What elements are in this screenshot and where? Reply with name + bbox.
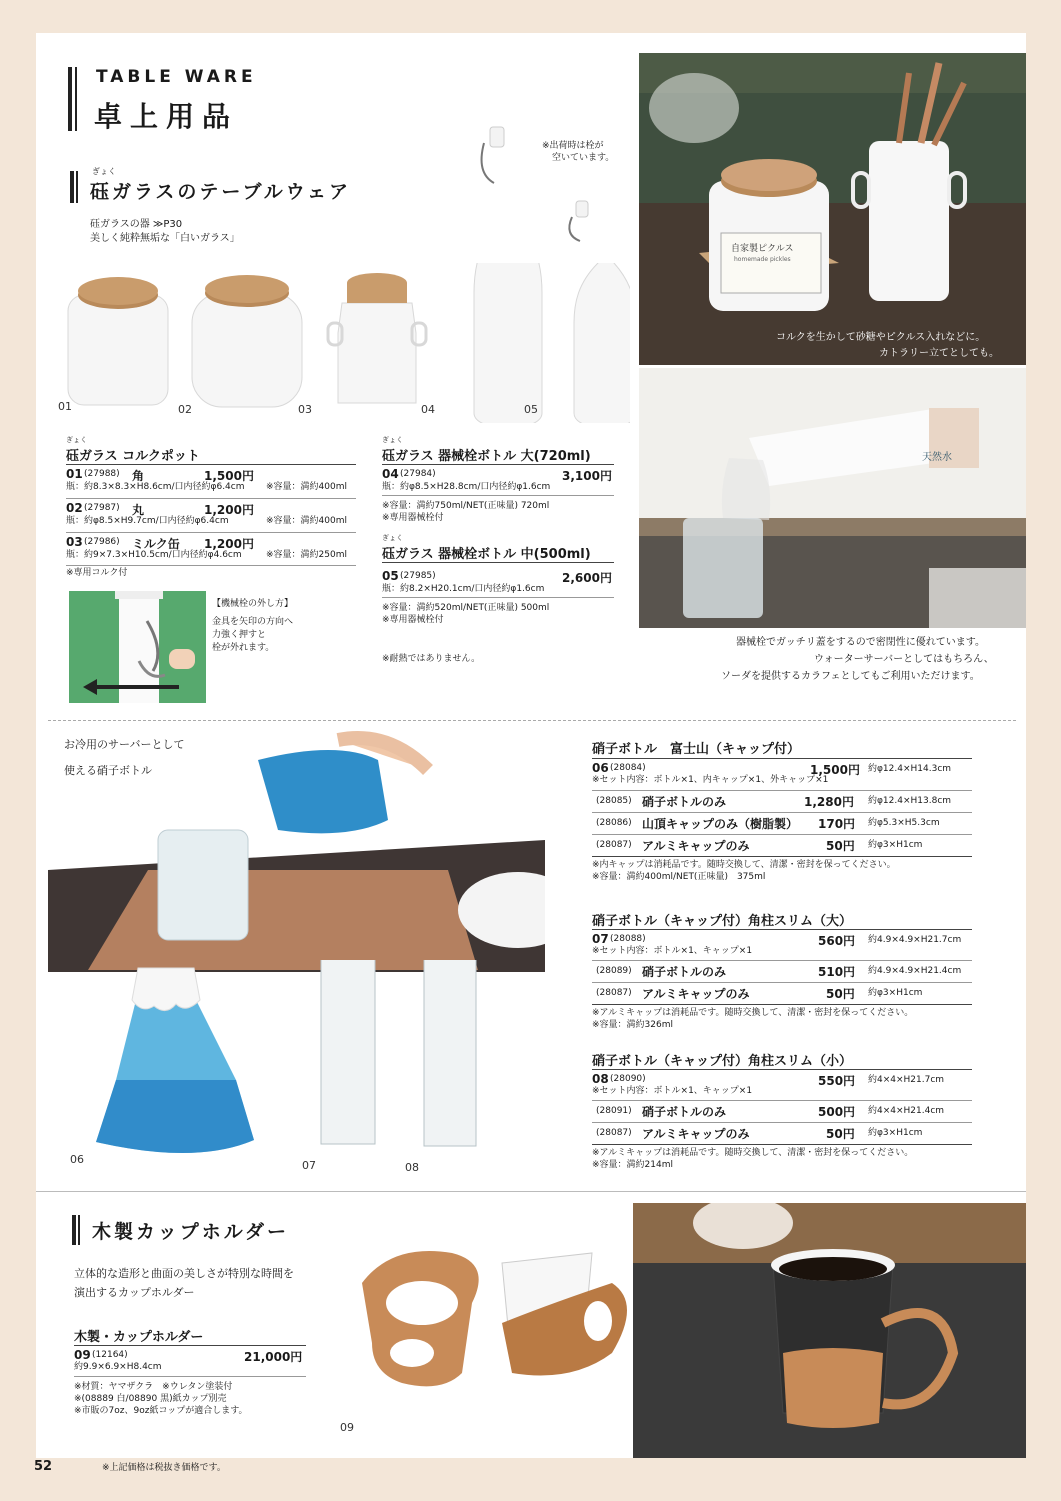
photo2-caption-2: ウォーターサーバーとしてはもちろん、: [814, 654, 994, 665]
pot-name: 砡ガラス コルクポット: [66, 449, 200, 464]
item-spec: 瓶：約8.2×H20.1cm/口内径約φ1.6cm: [382, 584, 545, 594]
item-size: 約4×4×H21.7cm: [868, 1075, 945, 1085]
item-sku: (27988): [84, 469, 120, 479]
item-price: 21,000円: [244, 1350, 303, 1364]
option-name: アルミキャップのみ: [642, 987, 750, 1001]
option-price: 50円: [826, 987, 855, 1001]
item-set: ※セット内容：ボトル×1、キャップ×1: [592, 946, 753, 956]
rule: [592, 960, 972, 961]
option-sku: (28087): [596, 840, 632, 850]
option-sku: (28086): [596, 818, 632, 828]
item-shape: 角: [132, 469, 145, 483]
item-price: 1,200円: [204, 537, 254, 551]
pot-item: [66, 467, 366, 497]
item-sku: (27984): [400, 469, 436, 479]
item-note: ※(08889 白/08890 黒)紙カップ別売: [74, 1394, 227, 1404]
howto-line-3: 栓が外れます。: [212, 643, 275, 653]
option-row: [592, 793, 972, 811]
jar-sublabel: homemade pickles: [734, 256, 791, 263]
item-spec: 瓶：約9×7.3×H10.5cm/口内径約φ4.6cm: [66, 550, 242, 560]
rule: [592, 790, 972, 791]
item-code: 04: [382, 467, 399, 481]
item-size: 約9.9×6.9×H8.4cm: [74, 1362, 162, 1372]
rule: [592, 834, 972, 835]
option-sku: (28087): [596, 988, 632, 998]
option-price: 50円: [826, 1127, 855, 1141]
bottles-intro-2: 使える硝子ボトル: [64, 764, 152, 777]
tax-note: ※上記価格は税抜き価格です。: [102, 1463, 226, 1473]
pot-milk: [328, 273, 426, 403]
bottle-products-illustration: [76, 960, 536, 1175]
option-name: 硝子ボトルのみ: [642, 965, 727, 979]
bottle-large-name: 砡ガラス 器械栓ボトル 大(720ml): [382, 449, 591, 464]
rule: [592, 1004, 972, 1005]
rule: [66, 565, 356, 566]
fuji-title: 硝子ボトル 富士山（キャップ付）: [592, 742, 801, 757]
section-ruby: ぎょく: [92, 167, 116, 176]
rule: [592, 1069, 972, 1070]
option-row: [592, 815, 972, 833]
header-japanese: 卓上用品: [94, 100, 239, 133]
item-volume: ※容量：満約400ml: [266, 482, 347, 492]
item-code: 02: [66, 501, 83, 515]
glass-products-illustration: [60, 263, 630, 423]
heat-note: ※耐熱ではありません。: [382, 654, 481, 664]
photo2-caption-1: 器械栓でガッチリ蓋をするので密閉性に優れています。: [736, 637, 985, 648]
item-volume: ※容量：満約400ml: [266, 516, 347, 526]
item-code: 06: [592, 761, 609, 775]
rule: [382, 597, 614, 598]
item-note: ※材質：ヤマザクラ ※ウレタン塗装付: [74, 1382, 233, 1392]
item-price: 560円: [818, 934, 856, 948]
item-code: 08: [592, 1072, 609, 1086]
item-price: 1,500円: [810, 763, 860, 777]
pot-item: [66, 535, 366, 565]
option-price: 510円: [818, 965, 856, 979]
item-note: ※容量：満約326ml: [592, 1020, 673, 1030]
item-note: ※専用器械栓付: [382, 615, 444, 625]
rule: [592, 929, 972, 930]
item-code: 01: [66, 467, 83, 481]
label-03: 03: [298, 403, 312, 416]
option-row: [592, 1125, 972, 1143]
pot-round: [192, 275, 302, 407]
option-size: 約φ3×H1cm: [868, 988, 923, 998]
header-english: TABLE WARE: [96, 67, 257, 87]
bottle-tops: [426, 123, 626, 273]
holder-name: 木製・カップホルダー: [74, 1330, 204, 1345]
item-note: ※アルミキャップは消耗品です。随時交換して、清潔・密封を保ってください。: [592, 1008, 914, 1018]
pot-square: [68, 277, 168, 405]
item-price: 1,500円: [204, 469, 254, 483]
rule: [66, 464, 356, 465]
option-price: 170円: [818, 817, 856, 831]
item-set: ※セット内容：ボトル×1、キャップ×1: [592, 1086, 753, 1096]
item-price: 3,100円: [562, 469, 612, 483]
pot-ruby: ぎょく: [66, 436, 87, 444]
rule: [382, 495, 614, 496]
option-size: 約4×4×H21.4cm: [868, 1106, 945, 1116]
option-name: アルミキャップのみ: [642, 839, 750, 853]
holder-title: 木製カップホルダー: [92, 1221, 290, 1243]
header-bar-thin: [75, 67, 77, 131]
item-code: 05: [382, 569, 399, 583]
option-row: [592, 837, 972, 855]
item-sku: (27985): [400, 571, 436, 581]
item-size: 約4.9×4.9×H21.7cm: [868, 935, 962, 945]
jar-label: 自家製ピクルス: [731, 244, 794, 254]
option-price: 1,280円: [804, 795, 854, 809]
slim-small-title: 硝子ボトル（キャップ付）角柱スリム（小）: [592, 1054, 853, 1069]
rule: [592, 982, 972, 983]
rule: [382, 562, 614, 563]
section-bar: [70, 171, 74, 203]
rule: [74, 1376, 306, 1377]
option-size: 約φ12.4×H13.8cm: [868, 796, 952, 806]
catalog-page: [34, 33, 1026, 1474]
bottles-intro-1: お冷用のサーバーとして: [64, 738, 185, 751]
bottle-ruby: ぎょく: [382, 436, 403, 444]
item-sku: (12164): [92, 1350, 128, 1360]
item-sku: (27987): [84, 503, 120, 513]
option-row: [592, 963, 972, 981]
photo1-caption-2: カトラリー立てとしても。: [879, 348, 999, 359]
holder-desc-1: 立体的な造形と曲面の美しさが特別な時間を: [74, 1267, 294, 1280]
option-name: 硝子ボトルのみ: [642, 795, 727, 809]
page-number: 52: [34, 1459, 53, 1474]
item-note: ※容量：満約520ml/NET(正味量) 500ml: [382, 603, 550, 613]
rule: [592, 812, 972, 813]
label-04: 04: [421, 403, 435, 416]
header-bar: [68, 67, 72, 131]
shipping-note-2: 空いています。: [552, 153, 615, 163]
item-sku: (28088): [610, 934, 646, 944]
rule: [592, 856, 972, 857]
option-price: 50円: [826, 839, 855, 853]
label-02: 02: [178, 403, 192, 416]
bottle-pour-photo: [639, 368, 1026, 628]
item-note: ※アルミキャップは消耗品です。随時交換して、清潔・密封を保ってください。: [592, 1148, 914, 1158]
option-sku: (28089): [596, 966, 632, 976]
item-note: ※容量：満約400ml/NET(正味量) 375ml: [592, 872, 766, 882]
option-size: 約φ5.3×H5.3cm: [868, 818, 940, 828]
ref-link: 砡ガラスの器 ≫P30: [90, 219, 183, 230]
item-price: 1,200円: [204, 503, 254, 517]
option-price: 500円: [818, 1105, 856, 1119]
option-row: [592, 1103, 972, 1121]
pot-note: ※専用コルク付: [66, 568, 128, 578]
howto-illustration: [69, 591, 206, 703]
item-set: ※セット内容：ボトル×1、内キャップ×1、外キャップ×1: [592, 775, 829, 785]
howto-title: 【機械栓の外し方】: [212, 599, 294, 609]
holder-photo: [633, 1203, 1026, 1458]
item-spec: 瓶：約φ8.5×H28.8cm/口内径約φ1.6cm: [382, 482, 551, 492]
rule: [592, 758, 972, 759]
bottle-medium: [574, 263, 630, 423]
rule: [592, 1122, 972, 1123]
howto-line-2: 力強く押すと: [212, 630, 267, 640]
holder-desc-2: 演出するカップホルダー: [74, 1286, 195, 1299]
option-row: [592, 985, 972, 1003]
label-06: 06: [70, 1153, 84, 1166]
option-name: 山頂キャップのみ（樹脂製）: [642, 817, 799, 831]
option-name: 硝子ボトルのみ: [642, 1105, 727, 1119]
cork-pot-photo: [639, 53, 1026, 365]
item-volume: ※容量：満約250ml: [266, 550, 347, 560]
bottle-medium-name: 砡ガラス 器械栓ボトル 中(500ml): [382, 547, 591, 562]
label-01: 01: [58, 400, 72, 413]
rule: [66, 532, 356, 533]
rule: [592, 1100, 972, 1101]
item-price: 550円: [818, 1074, 856, 1088]
item-price: 2,600円: [562, 571, 612, 585]
label-09: 09: [340, 1421, 354, 1434]
bottle-label: 天然水: [922, 452, 952, 463]
item-code: 07: [592, 932, 609, 946]
item-code: 03: [66, 535, 83, 549]
option-name: アルミキャップのみ: [642, 1127, 750, 1141]
option-sku: (28085): [596, 796, 632, 806]
item-spec: 瓶：約φ8.5×H9.7cm/口内径約φ6.4cm: [66, 516, 229, 526]
label-07: 07: [302, 1159, 316, 1172]
bottle-ruby: ぎょく: [382, 534, 403, 542]
howto-line-1: 金具を矢印の方向へ: [212, 617, 294, 627]
option-sku: (28087): [596, 1128, 632, 1138]
section-bar-thin: [78, 1215, 80, 1245]
item-sku: (27986): [84, 537, 120, 547]
rule: [74, 1345, 306, 1346]
item-note: ※市販の7oz、9oz紙コップが適合します。: [74, 1406, 248, 1416]
slim-large-title: 硝子ボトル（キャップ付）角柱スリム（大）: [592, 914, 853, 929]
section-divider: [48, 720, 1016, 721]
section-bar-thin: [76, 171, 78, 203]
option-size: 約φ3×H1cm: [868, 840, 923, 850]
rule: [382, 464, 614, 465]
item-note: ※容量：満約750ml/NET(正味量) 720ml: [382, 501, 550, 511]
ref-desc: 美しく純粋無垢な「白いガラス」: [90, 233, 240, 244]
item-spec: 瓶：約8.3×8.3×H8.6cm/口内径約φ6.4cm: [66, 482, 245, 492]
item-note: ※内キャップは消耗品です。随時交換して、清潔・密封を保ってください。: [592, 860, 896, 870]
photo1-caption-1: コルクを生かして砂糖やピクルス入れなどに。: [776, 332, 986, 343]
pot-item: [66, 501, 366, 531]
bottle-large: [474, 263, 542, 423]
item-note: ※容量：満約214ml: [592, 1160, 673, 1170]
photo2-caption-3: ソーダを提供するカラフェとしてもご利用いただけます。: [721, 671, 980, 682]
option-size: 約φ3×H1cm: [868, 1128, 923, 1138]
label-05: 05: [524, 403, 538, 416]
item-note: ※専用器械栓付: [382, 513, 444, 523]
section-title: 砡ガラスのテーブルウェア: [90, 181, 351, 203]
option-sku: (28091): [596, 1106, 632, 1116]
rule: [66, 498, 356, 499]
rule: [592, 1144, 972, 1145]
item-sku: (28084): [610, 763, 646, 773]
item-size: 約φ12.4×H14.3cm: [868, 764, 952, 774]
shipping-note-1: ※出荷時は栓が: [542, 141, 604, 151]
item-shape: 丸: [132, 503, 145, 517]
option-size: 約4.9×4.9×H21.4cm: [868, 966, 962, 976]
section-divider: [36, 1191, 1026, 1192]
label-08: 08: [405, 1161, 419, 1174]
section-bar: [72, 1215, 76, 1245]
item-shape: ミルク缶: [132, 537, 180, 551]
holder-illustration: [352, 1223, 632, 1423]
item-sku: (28090): [610, 1074, 646, 1084]
item-code: 09: [74, 1348, 91, 1362]
